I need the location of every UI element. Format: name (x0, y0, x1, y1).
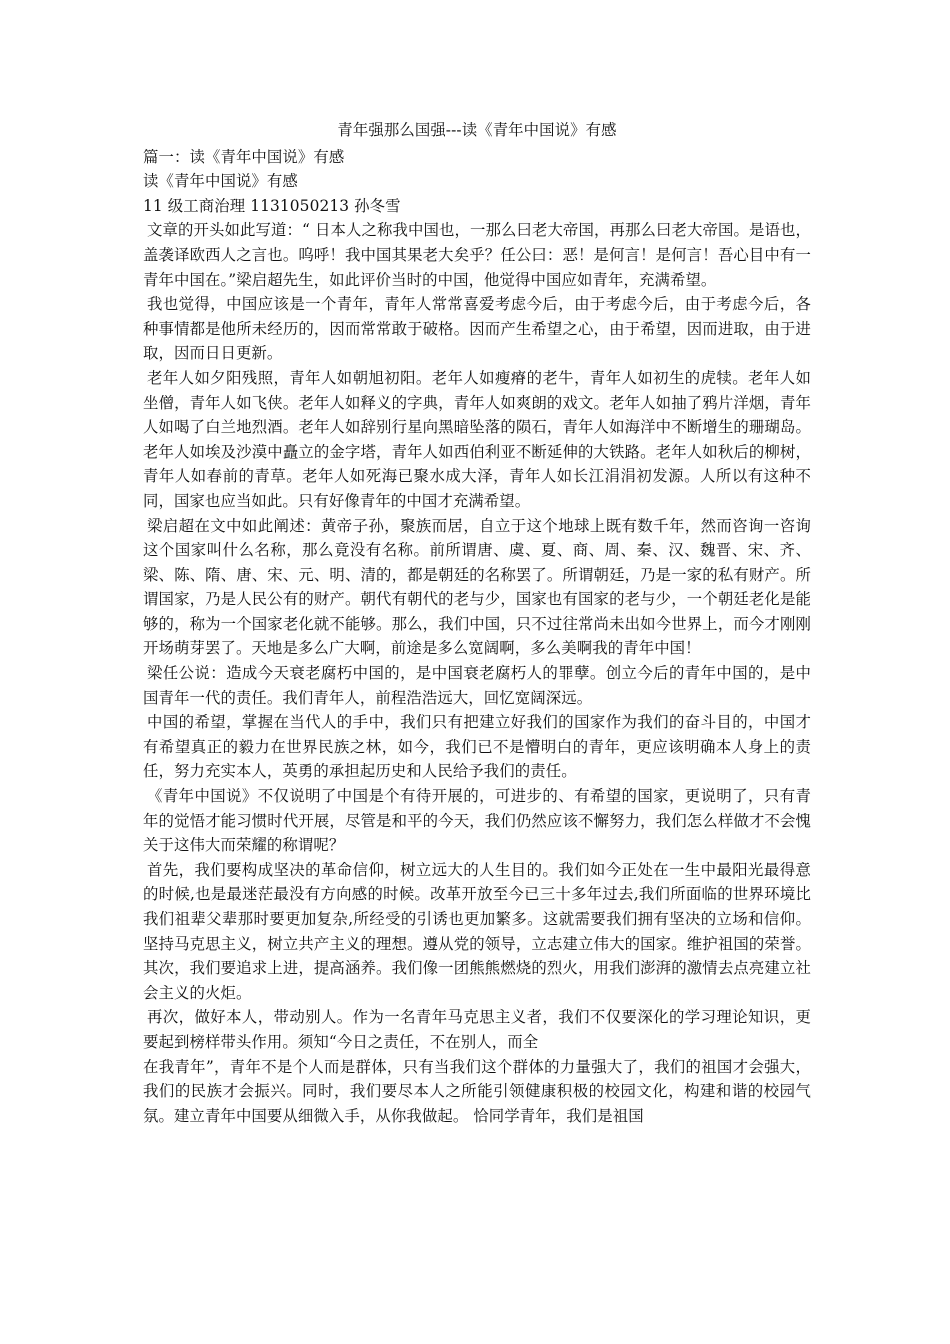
body-paragraph: 梁任公说：造成今天衰老腐朽中国的，是中国衰老腐朽人的罪孽。创立今后的青年中国的，是中国青年一代的责任。我们青年人，前程浩浩远大，回忆宽阔深远。 (143, 664, 811, 707)
subtitle: 读《青年中国说》有感 (143, 172, 298, 191)
body-paragraph: 中国的希望，掌握在当代人的手中，我们只有把建立好我们的国家作为我们的奋斗目的，中国才有希望真正的毅力在世界民族之林，如今，我们已不是懵明白的青年，更应该明确本人身上的责任，努力充实本人，英勇的承担起历史和人民给予我们的责任。 (143, 713, 811, 781)
body-paragraph: 我也觉得，中国应该是一个青年，青年人常常喜爱考虑今后，由于考虑今后，由于考虑今后，各种事情都是他所未经历的，因而常常敢于破格。因而产生希望之心，由于希望，因而进取，由于进取，因而日日更新。 (143, 295, 811, 363)
document-title: 青年强那么国强---读《青年中国说》有感 (337, 121, 617, 139)
section-heading: 篇一：读《青年中国说》有感 (143, 147, 345, 166)
body-paragraph: 梁启超在文中如此阐述：黄帝子孙，聚族而居，自立于这个地球上既有数千年，然而咨询一咨询这个国家叫什么名称，那么竟没有名称。前所谓唐、虞、夏、商、周、秦、汉、魏晋、宋、齐、梁、陈、隋、唐、宋、元、明、清的，都是朝廷的名称罢了。所谓朝廷，乃是一家的私有财产。所谓国家，乃是人民公有的财产。朝代有朝代的老与少，国家也有国家的老与少，一个朝廷老化是能够的，称为一个国家老化就不能够。那么，我们中国，只不过往常尚未出如今世界上，而今才刚刚开场萌芽罢了。天地是多么广大啊，前途是多么宽阔啊，多么美啊我的青年中国！ (143, 516, 811, 658)
document-page (143, 118, 811, 1128)
body-paragraph: 《青年中国说》不仅说明了中国是个有待开展的，可进步的、有希望的国家，更说明了，只有青年的觉悟才能习惯时代开展，尽管是和平的今天，我们仍然应该不懈努力，我们怎么样做才不会愧关于这伟大而荣耀的称谓呢？ (143, 787, 811, 855)
body-paragraph: 首先，我们要构成坚决的革命信仰，树立远大的人生目的。我们如今正处在一生中最阳光最得意的时候,也是最迷茫最没有方向感的时候。改革开放至今已三十多年过去,我们所面临的世界环境比我们祖辈父辈那时要更加复杂,所经受的引诱也更加繁多。这就需要我们拥有坚决的立场和信仰。坚持马克思主义，树立共产主义的理想。遵从党的领导，立志建立伟大的国家。维护祖国的荣誉。 其次，我们要追求上进，提高涵养。我们像一团熊熊燃烧的烈火，用我们澎湃的激情去点亮建立社会主义的火炬。 (143, 860, 811, 1002)
body-paragraph: 文章的开头如此写道：“ 日本人之称我中国也，一那么曰老大帝国，再那么曰老大帝国。是语也，盖袭译欧西人之言也。呜呼！我中国其果老大矣乎？任公曰：恶！是何言！是何言！吾心目中有一青年中国在。”梁启超先生，如此评价当时的中国，他觉得中国应如青年，充满希望。 (143, 221, 811, 289)
body-paragraph-final: 在我青年”，青年不是个人而是群体，只有当我们这个群体的力量强大了，我们的祖国才会强大，我们的民族才会振兴。同时，我们要尽本人之所能引领健康积极的校园文化，构建和谐的校园气氛。建立青年中国要从细微入手，从你我做起。 恰同学青年，我们是祖国 (143, 1057, 811, 1125)
author-line: 11 级工商治理 1131050213 孙冬雪 (143, 196, 401, 215)
body-paragraph: 再次，做好本人，带动别人。作为一名青年马克思主义者，我们不仅要深化的学习理论知识，更要起到榜样带头作用。须知“今日之责任，不在别人，而全 (143, 1008, 811, 1051)
body-paragraph: 老年人如夕阳残照，青年人如朝旭初阳。老年人如瘦瘠的老牛，青年人如初生的虎犊。老年人如坐僧，青年人如飞侠。老年人如释义的字典，青年人如爽朗的戏文。老年人如抽了鸦片洋烟，青年人如喝了白兰地烈酒。老年人如辞别行星向黑暗坠落的陨石，青年人如海洋中不断增生的珊瑚岛。老年人如埃及沙漠中矗立的金字塔，青年人如西伯利亚不断延伸的大铁路。老年人如秋后的柳树，青年人如春前的青草。老年人如死海已聚水成大泽，青年人如长江涓涓初发源。人所以有这种不同，国家也应当如此。只有好像青年的中国才充满希望。 (143, 368, 811, 510)
